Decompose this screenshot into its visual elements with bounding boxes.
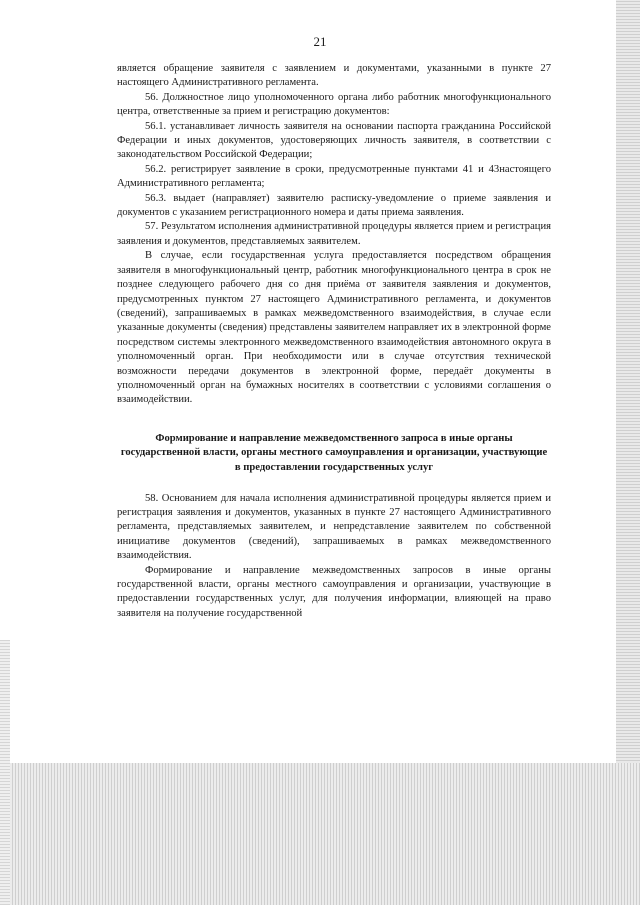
paragraph-56-1: 56.1. устанавливает личность заявителя на основании паспорта гражданина Российской Федерации и иных документов, удостоверяющих личность заявителя, в соответствии с законодательством Российской Федерации; <box>117 120 551 161</box>
scan-border-left <box>0 640 10 905</box>
section-heading: Формирование и направление межведомственного запроса в иные органы государственной власти, органы местного самоуправления и организации, участвующие в предоставлении государственных услуг <box>120 432 548 473</box>
document-body <box>117 62 551 621</box>
paragraph-56: 56. Должностное лицо уполномоченного органа либо работник многофункционального центра, ответственные за прием и регистрацию документов: <box>117 91 551 118</box>
paragraph-57: 57. Результатом исполнения административной процедуры является прием и регистрация заявления и документов, представляемых заявителем. <box>117 221 551 247</box>
paragraph-58-requests: Формирование и направление межведомственных запросов в иные органы государственной власти, органы местного самоуправления и организации, участвующие в предоставлении государственных услуг, для получения информации, влияющей на право заявителя на получение государственной <box>117 564 551 619</box>
paragraph-58: 58. Основанием для начала исполнения административной процедуры является прием и регистрация заявления и документов, указанных в пункте 27 настоящего Административного регламента, представляемых заявителем, и непредставление заявителем по собственной инициативе документов (сведений), запрашиваемых в рамках межведомственного взаимодействия. <box>117 492 551 562</box>
paragraph-56-2: 56.2. регистрирует заявление в сроки, предусмотренные пунктами 41 и 43настоящего Административного регламента; <box>117 163 551 190</box>
page-number: 21 <box>313 34 327 49</box>
paragraph-57-mfc: В случае, если государственная услуга предоставляется посредством обращения заявителя в многофункциональный центр, работник многофункционального центра в срок не позднее следующего рабочего дня со дня приёма от заявителя заявления и документов, предусмотренных пунктом 27 настоящего Административного регламента, и документов (сведений), запрашиваемых в рамках межведомственного взаимодействия, в случае если указанные документы (сведения) представлены заявителем направляет их в электронной форме посредством системы электронного межведомственного взаимодействия автономного округа в уполномоченный орган. При необходимости или в случае отсутствия технической возможности передачи документов в электронной форме, передаёт документы в уполномоченный орган на бумажных носителях в соответствии с условиями соглашения о взаимодействии. <box>117 250 551 406</box>
paragraph-56-3: 56.3. выдает (направляет) заявителю расписку-уведомление о приеме заявления и документов с указанием регистрационного номера и даты приема заявления. <box>117 192 551 219</box>
paragraph-continuation: является обращение заявителя с заявлением и документами, указанными в пункте 27 настоящего Административного регламента. <box>117 63 551 89</box>
scan-border-bottom <box>0 763 640 905</box>
